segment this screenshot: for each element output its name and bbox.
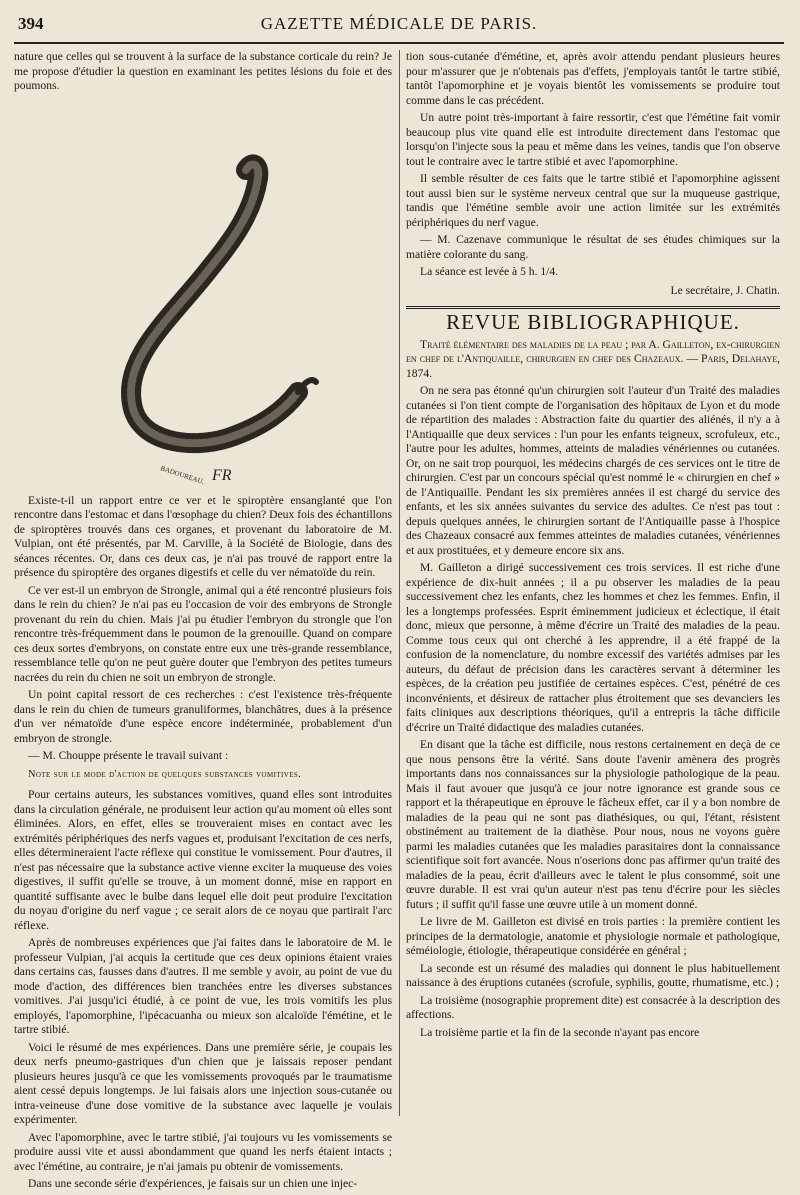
monogram: FR [212,466,232,484]
paragraph: Le livre de M. Gailleton est divisé en trois parties : la première contient les principes de la dermatologie, anatomie et physiologie normale et pathologique, séméiologie, étiologie, thérapeutique considérée en général ; [406,915,780,957]
paragraph: nature que celles qui se trouvent à la surface de la substance corticale du rein? Je me propose d'étudier la question en examinant les petites lésions du foie et des poumons. [14,50,392,92]
paragraph: Dans une seconde série d'expériences, je faisais sur un chien une injec- [28,1177,358,1190]
secretary-signature: Le secrétaire, J. Chatin. [670,283,780,297]
paragraph: La troisième partie et la fin de la seconde n'ayant pas encore [420,1025,700,1039]
section-title: REVUE BIBLIOGRAPHIQUE. [446,310,740,334]
paragraph: Voici le résumé de mes expériences. Dans une première série, je coupais les deux nerfs pneumo-gastriques d'un chien que je laissais reposer pendant plusieurs heures jusqu'à ce que les vomissements provoqués par le traumatisme aient cessé depuis longtemps. Je lui faisais alors une injection sous-cutanée ou intra-veineuse d'une dose vomitive de la substance avec laquelle je voulais expérimenter. [14,1040,392,1126]
page-number: 394 [18,14,44,33]
journal-title: GAZETTE MÉDICALE DE PARIS. [260,14,538,33]
section-divider [406,306,780,309]
paragraph: La seconde est un résumé des maladies qui donnent le plus habituellement naissance à des éruptions cutanées (scrofule, syphilis, goutte, rhumatisme, etc.) ; [406,961,780,989]
worm-engraving [14,98,392,488]
paragraph: M. Gailleton a dirigé successivement ces trois services. Il est riche d'une expérience de dix-huit années ; il a pu observer les maladies de la peau successivement chez les enfants, chez les hommes et chez les femmes. Enfin, il les a longtemps professées. Esprit éminemment judicieux et éclectique, il était donc, mieux que personne, à même d'écrire un Traité des maladies de la peau. Comme tous ceux qui ont cherché à les apprendre, il a été frappé de la confusion de la nomenclature, du nombre excessif des variétés admises par les auteurs, du défaut de précision dans les caractères servant à déterminer les espèces, de la création peu justifiée de certaines espèces. C'est, pénétré de ces inconvénients, et désireux de rattacher plus étroitement que ses devanciers les faits cliniques aux descriptions théoriques, qu'il a entrepris la tâche difficile d'écrire un Traité didactique des maladies cutanées. [406,561,780,734]
paragraph: Pour certains auteurs, les substances vomitives, quand elles sont introduites dans la circulation générale, ne produisent leur action qu'au moment où elles sont éliminées. Alors, en effet, elles se trouveraient mises en contact avec les extrémités périphériques des nerfs vagues et, produisant l'excitation de ces nerfs, elles détermineraient l'acte réflexe qui constitue le vomissement. Pour d'autres, il n'est pas nécessaire que la substance active vienne exciter la muqueuse des voies digestives, il suffit qu'elle se trouve, à un moment donné, mise en rapport en quantité suffisante avec le bulbe dans lequel elle doit peut produire l'excitation du noyau d'origine du nerf vague ; ce serait alors de ce noyau que partirait l'arc réflexe. [14,788,392,932]
paragraph: tion sous-cutanée d'émétine, et, après avoir attendu pendant plusieurs heures pour m'assurer que je n'obtenais pas d'effets, j'employais tantôt le tartre stibié, tantôt l'apomorphine et je voyais bientôt les vomissements se produire tout comme dans le cas précédent. [406,50,780,107]
paragraph: Ce ver est-il un embryon de Strongle, animal qui a été rencontré plusieurs fois dans le rein du chien? Je n'ai pas eu l'occasion de voir des embryons de Strongle provenant du rein du chien. Mais j'ai pu étudier l'embryon du strongle que l'on rencontre très-fréquemment dans le poumon de la grenouille. Quand on compare ces deux sortes d'embryons, on constate entre eux une très-grande ressemblance, ressemblance telle qu'on ne peut guère douter que l'embryon des petites tumeurs nacrées du rein du chien ne soit un embryon de strongle. [14,583,392,684]
paragraph: — M. Chouppe présente le travail suivant : [28,749,229,762]
paragraph: On ne sera pas étonné qu'un chirurgien soit l'auteur d'un Traité des maladies cutanées si l'on tient compte de l'organisation des hôpitaux de Lyon et du mode de répartition des malades : Abstraction faite du quartier des aliénés, il n'y a à l'Antiquaille que deux services : l'un pour les enfants teigneux, scrofuleux, etc., l'autre pour les adultes, hommes, atteints de maladies vénériennes ou cutanées. Or, on ne sait trop pourquoi, les médecins chargés de ces services ont le titre de chirurgien. C'est par un concours spécial qu'est nommé le « chirurgien en chef » de l'Antiquaille. Pendant les six premières années il est chargé du service des enfants, et les six années suivantes du service des adultes. Ce n'est pas tout : depuis quelques années, le chirurgien sortant de l'Antiquaille passe à l'hospice des Chazeaux consacré aux femmes atteintes de maladies cutanées, vénériennes et aux prostituées, et y demeure encore six ans. [406,384,780,557]
nematode-worm-illustration [14,98,392,488]
paragraph: Avec l'apomorphine, avec le tartre stibié, j'ai toujours vu les vomissements se produire aussi vite et aussi abondamment que quand les nerfs étaient intacts ; avec l'émétine, au contraire, je n'ai jamais pu obtenir de vomissements. [14,1130,392,1173]
left-column [14,50,392,1195]
paragraph: Il semble résulter de ces faits que le tartre stibié et l'apomorphine agissent tout aussi bien sur le système nerveux central que sur la muqueuse gastrique, tandis que l'émétine semble avoir une action limitée sur les extrémités périphériques du nerf vague. [406,172,780,229]
paragraph: Après de nombreuses expériences que j'ai faites dans le laboratoire de M. le professeur Vulpian, j'ai acquis la certitude que ces deux opinions étaient vraies dans certains cas, fausses dans d'autres. Il me semble y avoir, au point de vue du mode d'action, des différences bien tranchées entre les diverses substances vomitives. J'ai jusqu'ici étudié, à ce point de vue, les trois vomitifs les plus employés, l'apomorphine, l'ipécacuanha ou mieux son alcaloïde l'émétine, et le tartre stibié. [14,936,392,1036]
right-column [406,50,780,1043]
paragraph: En disant que la tâche est difficile, nous restons certainement en deçà de ce que nous pensons être la vérité. Sans doute l'avenir amènera des progrès importants dans nos connaissances sur la physiologie pathologique de la peau. Mais il faut avouer que jusqu'à ce jour notre ignorance est grande sous ce rapport et la thérapeutique en éprouve le fâcheux effet, car il y a bon nombre de maladies de la peau qui ne sont pas diathésiques, ou qui, l'étant, résistent obstinément au traitement de la diathèse. Pour nous, nous ne voyons guère parmi les maladies cutanées que les maladies parasitaires dont la connaissance scientifique soit fort avancée. Nous n'oserions donc pas affirmer qu'un traité des maladies de la peau, écrit d'ailleurs avec le talent le plus consommé, soit une œuvre durable. Il est vrai qu'un auteur n'est pas tenu d'écrire pour les siècles futurs ; il suffit qu'il fasse une œuvre utile à un moment donné. [406,738,780,911]
paragraph: La séance est levée à 5 h. 1/4. [420,265,559,278]
engraver-signature [159,464,205,486]
paragraph: La troisième (nosographie proprement dite) est consacrée à la description des affections. [406,993,780,1021]
engraver-name: BADOUREAU. [159,463,206,486]
paragraph: Existe-t-il un rapport entre ce ver et le spiroptère ensanglanté que l'on rencontre dans l'estomac et dans l'œsophage du chien? Deux fois des échantillons de spiroptères trouvés dans ces organes, et provenant du laboratoire de M. Vulpian, ont été présentés, par M. Carville, à la Société de Biologie, dans des séances récentes. Or, dans ces deux cas, je n'ai pas trouvé de rapport entre la présence du spiroptère des organes digestifs et celle du ver nématoïde du rein. [14,493,392,579]
paragraph: Un point capital ressort de ces recherches : c'est l'existence très-fréquente dans le rein du chien de tumeurs granuliformes, blanchâtres, dues à la présence d'un ver nématoïde d'une espèce encore indéterminée, probablement d'un embryon de strongle. [14,688,392,745]
column-divider [399,50,400,1116]
page-header [14,8,784,44]
paragraph: Un autre point très-important à faire ressortir, c'est que l'émétine fait vomir beaucoup plus vite quand elle est introduite directement dans l'estomac que lorsqu'on l'injecte sous la peau et même dans les veines, tandis que l'on observe tout le contraire avec le tartre stibié et avec l'apomorphine. [406,111,780,168]
paragraph: — M. Cazenave communique le résultat de ses études chimiques sur la matière colorante du sang. [406,233,780,261]
bibliographic-reference: Traité élémentaire des maladies de la peau ; par A. Gailleton, ex-chirurgien en chef de l'Antiquaille, chirurgien en chef des Chazeaux. — Paris, Delahaye, 1874. [406,337,780,380]
section-subheading: Note sur le mode d'action de quelques substances vomitives. [28,768,302,780]
